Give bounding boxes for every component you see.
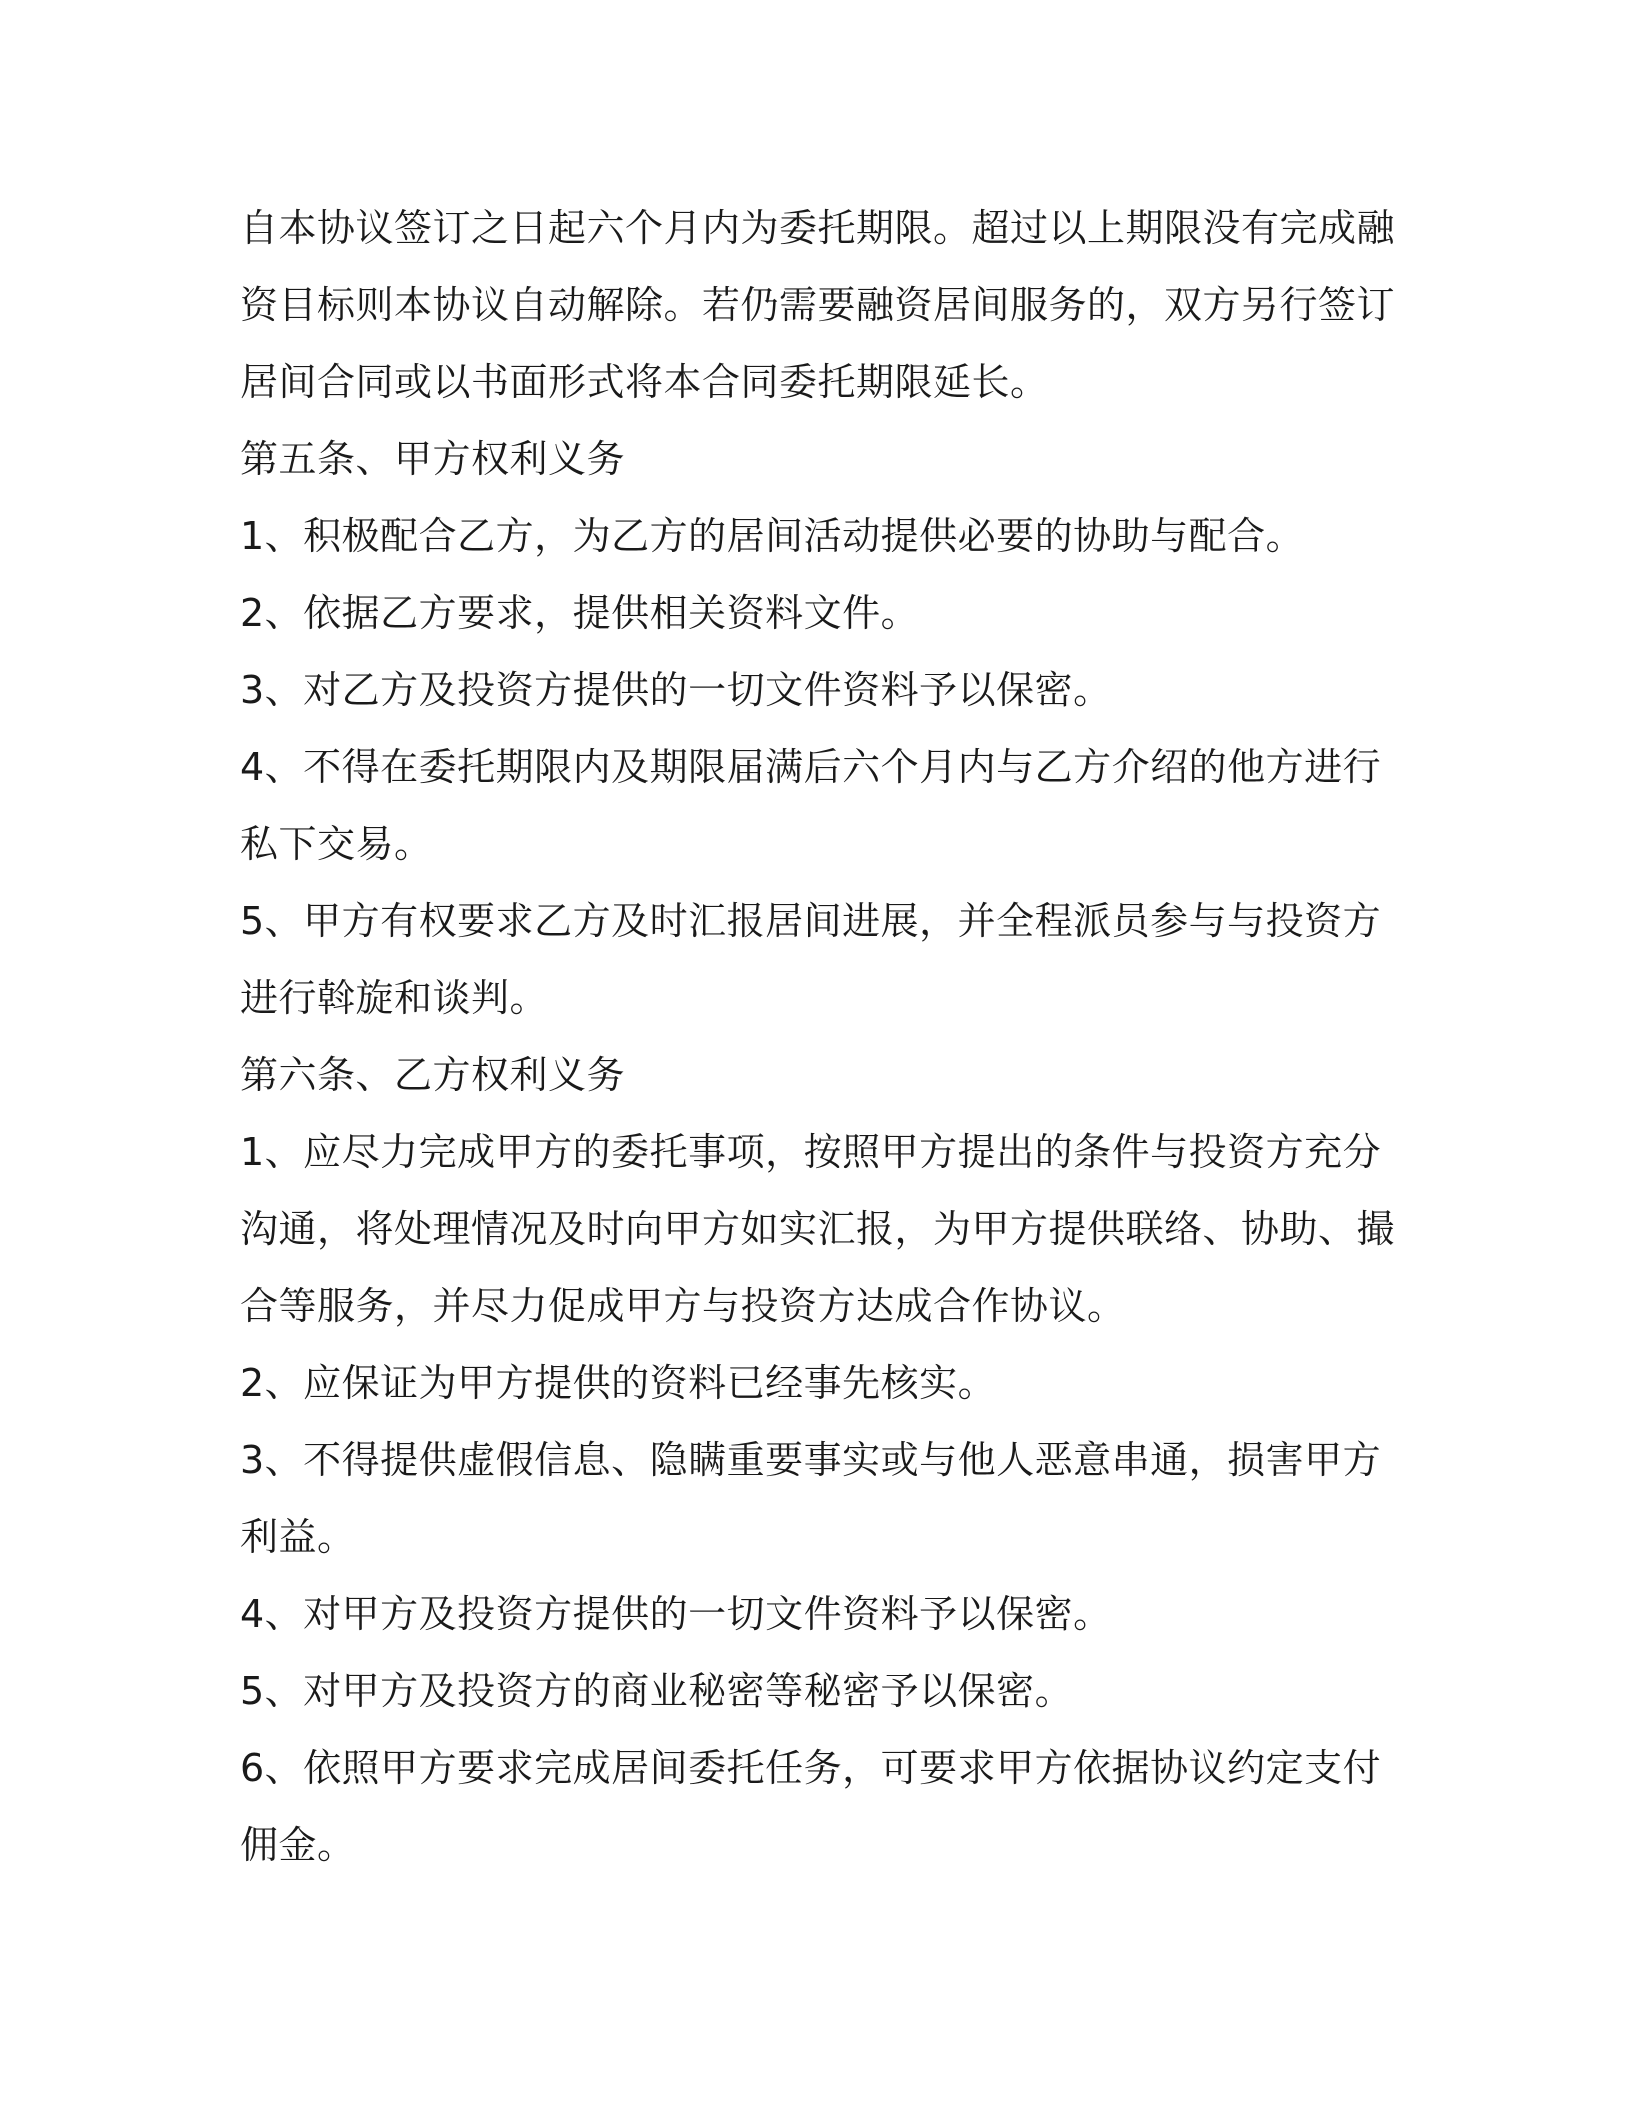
- article-5-item-1: 1、积极配合乙方，为乙方的居间活动提供必要的协助与配合。: [240, 514, 1305, 558]
- document-body: [240, 190, 1400, 1884]
- article-6-item-2: 2、应保证为甲方提供的资料已经事先核实。: [240, 1361, 997, 1405]
- article-6-item-3: 3、不得提供虚假信息、隐瞒重要事实或与他人恶意串通，损害甲方利益。: [240, 1438, 1382, 1559]
- article-5-heading: 第五条、甲方权利义务: [240, 437, 626, 481]
- article-5-item-3: 3、对乙方及投资方提供的一切文件资料予以保密。: [240, 668, 1112, 712]
- article-6-item-5: 5、对甲方及投资方的商业秘密等秘密予以保密。: [240, 1669, 1074, 1713]
- article-6-item-1: 1、应尽力完成甲方的委托事项，按照甲方提出的条件与投资方充分沟通，将处理情况及时向甲方如实汇报，为甲方提供联络、协助、撮合等服务，并尽力促成甲方与投资方达成合作协议。: [240, 1130, 1396, 1328]
- intro-paragraph: 自本协议签订之日起六个月内为委托期限。超过以上期限没有完成融资目标则本协议自动解除。若仍需要融资居间服务的，双方另行签订居间合同或以书面形式将本合同委托期限延长。: [240, 206, 1396, 404]
- article-5-item-5: 5、甲方有权要求乙方及时汇报居间进展，并全程派员参与与投资方进行斡旋和谈判。: [240, 899, 1382, 1020]
- article-6-heading: 第六条、乙方权利义务: [240, 1053, 626, 1097]
- article-5-item-2: 2、依据乙方要求，提供相关资料文件。: [240, 591, 920, 635]
- article-5-item-4: 4、不得在委托期限内及期限届满后六个月内与乙方介绍的他方进行私下交易。: [240, 745, 1382, 866]
- article-6-item-4: 4、对甲方及投资方提供的一切文件资料予以保密。: [240, 1592, 1112, 1636]
- article-6-item-6: 6、依照甲方要求完成居间委托任务，可要求甲方依据协议约定支付佣金。: [240, 1746, 1382, 1867]
